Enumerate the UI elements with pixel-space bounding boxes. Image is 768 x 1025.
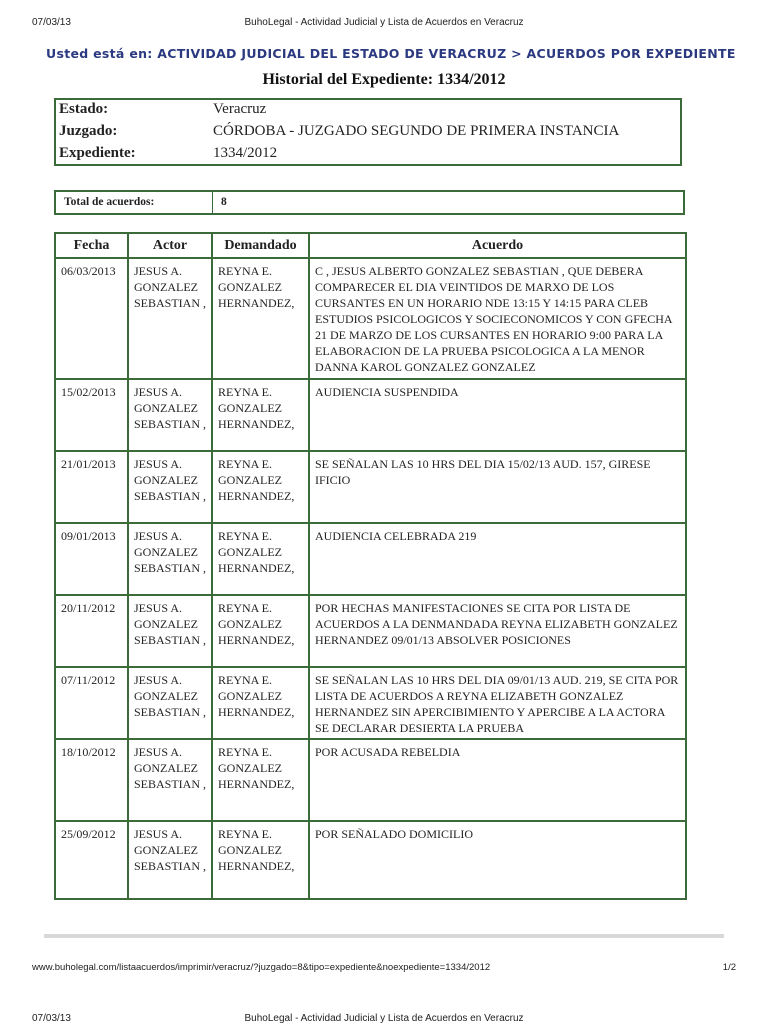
column-header-demandado: Demandado xyxy=(212,233,309,258)
cell-fecha: 21/01/2013 xyxy=(55,451,128,523)
total-value: 8 xyxy=(221,196,227,208)
print-date: 07/03/13 xyxy=(32,17,71,28)
cell-fecha: 18/10/2012 xyxy=(55,739,128,821)
table-row xyxy=(55,258,686,379)
cell-acuerdo: POR HECHAS MANIFESTACIONES SE CITA POR LISTA DE ACUERDOS A LA DENMANDADA REYNA ELIZABETH GONZALEZ HERNANDEZ 09/01/13 ABSOLVER POSICIONES xyxy=(309,595,686,667)
breadcrumb[interactable]: Usted está en: ACTIVIDAD JUDICIAL DEL ESTADO DE VERACRUZ > ACUERDOS POR EXPEDIENTE xyxy=(46,46,736,61)
total-label: Total de acuerdos: xyxy=(64,196,155,208)
column-header-fecha: Fecha xyxy=(55,233,128,258)
horizontal-scrollbar[interactable] xyxy=(44,934,724,938)
case-info-box xyxy=(54,98,682,166)
total-acuerdos-box xyxy=(54,190,685,215)
cell-demandado: REYNA E. GONZALEZ HERNANDEZ, xyxy=(212,523,309,595)
cell-fecha: 15/02/2013 xyxy=(55,379,128,451)
info-value: Veracruz xyxy=(213,101,267,117)
cell-fecha: 20/11/2012 xyxy=(55,595,128,667)
cell-acuerdo: C , JESUS ALBERTO GONZALEZ SEBASTIAN , QUE DEBERA COMPARECER EL DIA VEINTIDOS DE MARXO DE LOS CURSANTES EN UN HORARIO NDE 13:15 Y 14:15 PARA CLEB ESTUDIOS PSICOLOGICOS Y SOCIECONOMICOS Y CON GFECHA 21 DE MARZO DE LOS CURSANTES EN HORARIO 9:00 PARA LA ELABORACION DE LA PRUEBA PSICOLOGICA A LA MENOR DANNA KAROL GONZALEZ GONZALEZ xyxy=(309,258,686,379)
table-row xyxy=(55,667,686,739)
cell-actor: JESUS A. GONZALEZ SEBASTIAN , xyxy=(128,739,212,821)
cell-demandado: REYNA E. GONZALEZ HERNANDEZ, xyxy=(212,739,309,821)
cell-fecha: 06/03/2013 xyxy=(55,258,128,379)
table-row xyxy=(55,523,686,595)
column-header-acuerdo: Acuerdo xyxy=(309,233,686,258)
info-label: Juzgado: xyxy=(59,123,118,139)
cell-fecha: 25/09/2012 xyxy=(55,821,128,899)
table-row xyxy=(55,451,686,523)
cell-demandado: REYNA E. GONZALEZ HERNANDEZ, xyxy=(212,821,309,899)
cell-actor: JESUS A. GONZALEZ SEBASTIAN , xyxy=(128,258,212,379)
total-divider xyxy=(212,192,213,213)
cell-acuerdo: POR SEÑALADO DOMICILIO xyxy=(309,821,686,899)
cell-fecha: 09/01/2013 xyxy=(55,523,128,595)
table-row xyxy=(55,821,686,899)
cell-demandado: REYNA E. GONZALEZ HERNANDEZ, xyxy=(212,667,309,739)
acuerdos-table xyxy=(54,232,687,900)
cell-actor: JESUS A. GONZALEZ SEBASTIAN , xyxy=(128,379,212,451)
print-footer xyxy=(32,962,736,976)
info-row-expediente xyxy=(56,145,680,167)
info-value: CÓRDOBA - JUZGADO SEGUNDO DE PRIMERA INSTANCIA xyxy=(213,123,620,139)
cell-actor: JESUS A. GONZALEZ SEBASTIAN , xyxy=(128,821,212,899)
table-row xyxy=(55,379,686,451)
table-row xyxy=(55,595,686,667)
cell-actor: JESUS A. GONZALEZ SEBASTIAN , xyxy=(128,595,212,667)
cell-fecha: 07/11/2012 xyxy=(55,667,128,739)
cell-demandado: REYNA E. GONZALEZ HERNANDEZ, xyxy=(212,451,309,523)
print-date: 07/03/13 xyxy=(32,1013,71,1024)
info-row-estado xyxy=(56,101,680,123)
print-title: BuhoLegal - Actividad Judicial y Lista de Acuerdos en Veracruz xyxy=(244,1013,524,1024)
page-number: 1/2 xyxy=(722,962,736,973)
cell-actor: JESUS A. GONZALEZ SEBASTIAN , xyxy=(128,667,212,739)
cell-acuerdo: SE SEÑALAN LAS 10 HRS DEL DIA 15/02/13 AUD. 157, GIRESE IFICIO xyxy=(309,451,686,523)
cell-acuerdo: AUDIENCIA CELEBRADA 219 xyxy=(309,523,686,595)
print-title: BuhoLegal - Actividad Judicial y Lista de Acuerdos en Veracruz xyxy=(244,17,524,28)
info-label: Estado: xyxy=(59,101,109,117)
cell-actor: JESUS A. GONZALEZ SEBASTIAN , xyxy=(128,451,212,523)
cell-acuerdo: POR ACUSADA REBELDIA xyxy=(309,739,686,821)
column-header-actor: Actor xyxy=(128,233,212,258)
print-header xyxy=(0,17,768,31)
cell-acuerdo: AUDIENCIA SUSPENDIDA xyxy=(309,379,686,451)
cell-actor: JESUS A. GONZALEZ SEBASTIAN , xyxy=(128,523,212,595)
cell-demandado: REYNA E. GONZALEZ HERNANDEZ, xyxy=(212,379,309,451)
print-url: www.buholegal.com/listaacuerdos/imprimir/veracruz/?juzgado=8&tipo=expediente&noexpediente=1334/2012 xyxy=(32,962,491,973)
table-header-row xyxy=(55,233,686,258)
cell-acuerdo: SE SEÑALAN LAS 10 HRS DEL DIA 09/01/13 AUD. 219, SE CITA POR LISTA DE ACUERDOS A REYNA ELIZABETH GONZALEZ HERNANDEZ SIN APERCIBIMIENTO Y APERCIBE A LA ACTORA SE DECLARAR DESIERTA LA PRUEBA xyxy=(309,667,686,739)
cell-demandado: REYNA E. GONZALEZ HERNANDEZ, xyxy=(212,595,309,667)
info-value: 1334/2012 xyxy=(213,145,278,161)
info-label: Expediente: xyxy=(59,145,136,161)
page-title: Historial del Expediente: 1334/2012 xyxy=(262,71,506,88)
table-row xyxy=(55,739,686,821)
info-row-juzgado xyxy=(56,123,680,145)
cell-demandado: REYNA E. GONZALEZ HERNANDEZ, xyxy=(212,258,309,379)
next-page-header xyxy=(0,1013,768,1025)
